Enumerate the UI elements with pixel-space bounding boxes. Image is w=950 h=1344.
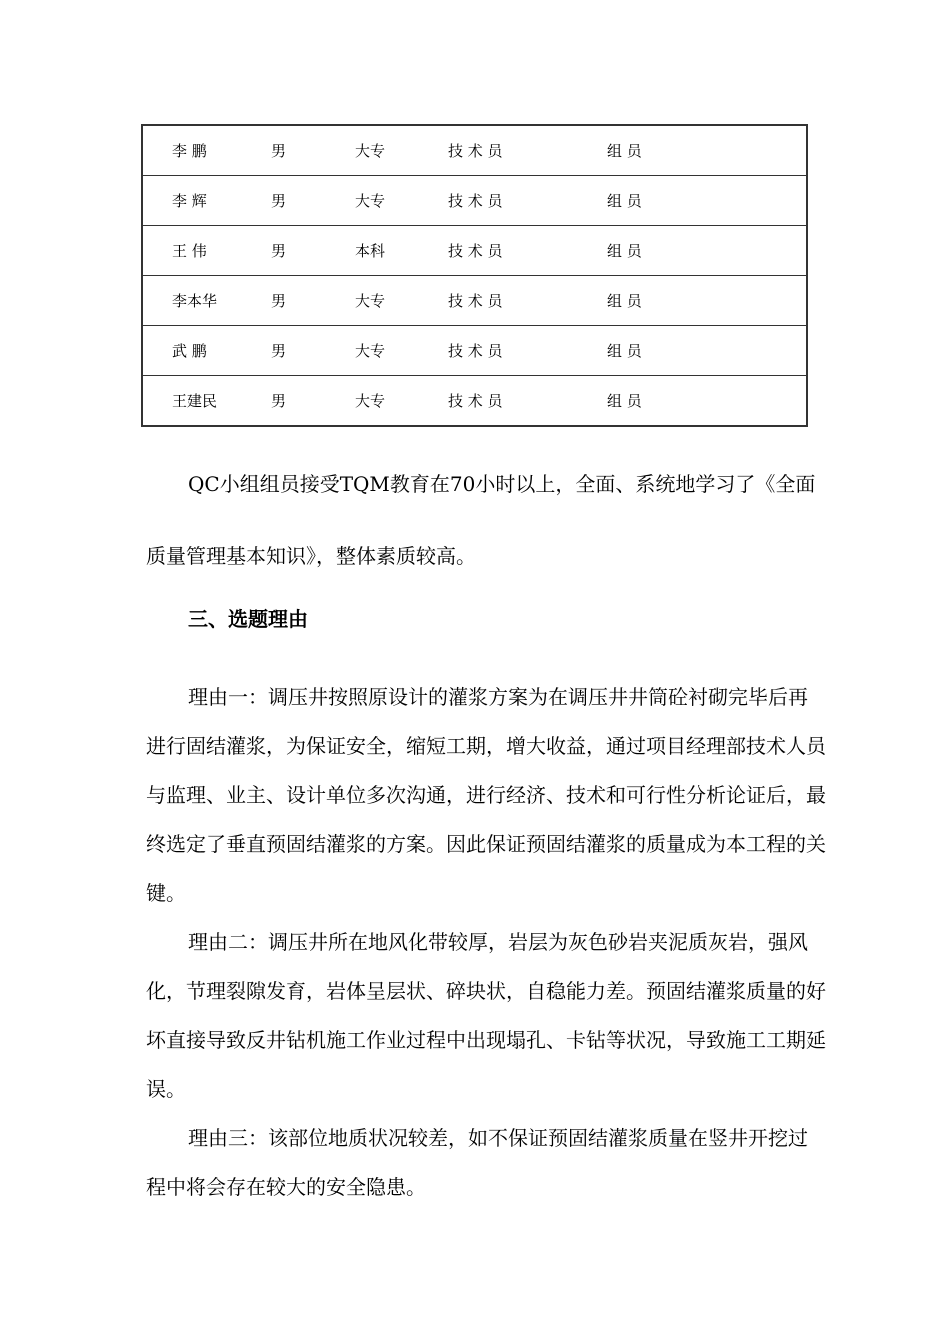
member-sex: 男 [271, 276, 355, 326]
table-row [142, 326, 807, 376]
member-title: 技 术 员 [448, 376, 607, 427]
reason-two: 理由二：调压井所在地风化带较厚，岩层为灰色砂岩夹泥质灰岩，强风化，节理裂隙发育，岩体呈层状、碎块状，自稳能力差。预固结灌浆质量的好坏直接导致反井钻机施工作业过程中出现塌孔、卡钻等状况，导致施工工期延误。 [146, 930, 826, 1101]
member-education: 本科 [355, 226, 448, 276]
reason-three: 理由三：该部位地质状况较差，如不保证预固结灌浆质量在竖井开挖过程中将会存在较大的安全隐患。 [146, 1126, 808, 1199]
member-role: 组 员 [607, 376, 807, 427]
member-education: 大专 [355, 326, 448, 376]
member-name: 李 辉 [142, 176, 271, 226]
member-sex: 男 [271, 226, 355, 276]
member-sex: 男 [271, 376, 355, 427]
member-education: 大专 [355, 142, 386, 160]
member-title: 技 术 员 [448, 176, 607, 226]
member-title: 技 术 员 [448, 276, 607, 326]
table-row [142, 125, 807, 176]
reason-one: 理由一：调压井按照原设计的灌浆方案为在调压井井筒砼衬砌完毕后再进行固结灌浆，为保证安全，缩短工期，增大收益，通过项目经理部技术人员与监理、业主、设计单位多次沟通，进行经济、技术和可行性分析论证后，最终选定了垂直预固结灌浆的方案。因此保证预固结灌浆的质量成为本工程的关键。 [146, 685, 826, 905]
member-education: 大专 [355, 276, 448, 326]
table-row [142, 176, 807, 226]
member-name: 王 伟 [142, 226, 271, 276]
member-title: 技 术 员 [448, 142, 503, 160]
member-name: 武 鹏 [142, 326, 271, 376]
section-heading: 三、选题理由 [188, 607, 308, 631]
member-role: 组 员 [607, 276, 807, 326]
member-name: 李本华 [142, 276, 271, 326]
member-role: 组 员 [607, 326, 807, 376]
member-name: 王建民 [142, 376, 271, 427]
member-role: 组 员 [607, 226, 807, 276]
table-row [142, 226, 807, 276]
member-education: 大专 [355, 176, 448, 226]
member-role: 组 员 [607, 176, 807, 226]
table-row [142, 376, 807, 427]
member-role: 组 员 [607, 142, 642, 160]
table-row [142, 276, 807, 326]
member-title: 技 术 员 [448, 326, 607, 376]
member-sex: 男 [271, 326, 355, 376]
member-table [141, 124, 808, 427]
intro-paragraph: QC小组组员接受TQM教育在70小时以上，全面、系统地学习了《全面质量管理基本知识》，整体素质较高。 [146, 472, 816, 568]
member-name: 李 鹏 [172, 142, 207, 160]
member-sex: 男 [271, 142, 287, 160]
member-title: 技 术 员 [448, 226, 607, 276]
member-sex: 男 [271, 176, 355, 226]
member-education: 大专 [355, 376, 448, 427]
